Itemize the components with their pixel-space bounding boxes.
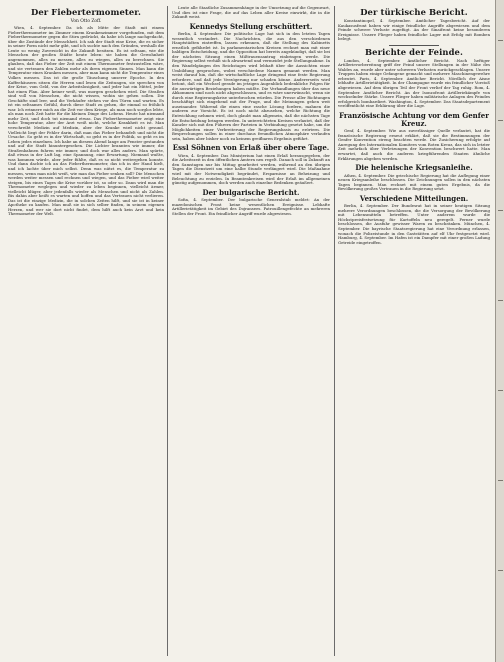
- article-body: Berlin, 4. September. Der Bundesrat hat in seiner heutigen Sitzung mehrere Verordnungen beschlossen, die die Versorgung der Bevölkerung mit Lebensmitteln betreffen. Unter anderem wurde die Höchstpreisfestsetzung für Kartoffeln neu geregelt. Ferner wurde beschlossen, die Ausfuhr gewisser Waren zu beschränken. München, 4. September. Die bayrische Staatsregierung hat eine Verordnung erlassen, wonach die Polizeistunde in den Gaststätten auf elf Uhr festgesetzt wird. Hamburg, 4. September. Im Hafen ist ein Dampfer mit einer großen Ladung Getreide eingetroffen.: [338, 203, 490, 245]
- article-title-verschiedene-mitteilungen: Verschiedene Mitteilungen.: [359, 193, 469, 203]
- article-continuation: Leute alle Staatliche Zusammenhänge in der Umsetzung auf die Gegenwart, Und dies ist eine Frage, die auf das Leben aller Kreise einwirkt, die in die Zukunft weist.: [172, 6, 330, 20]
- article-title-kriegsanleihe: Die helenische Kriegsanleihe.: [355, 163, 473, 173]
- article-body: Wien, 4. September. Da ich als Mitte der Stadt mit einem Fieberthermometer im Zimmer einem Krankenzimmer vorgefunden, mit dem Fieberthermometer gegen die Stirn gedrückt, da habe ich lange nachgedacht, über die Zustände der Menschheit. Ich sah der Stadt eine Krise, die es sicher in seiner Form nicht mehr gibt, und ich suchte nach den Gründen, weshalb die Leute so wenig Zuversicht in die Zukunft besitzen. Es ist seltsam, wie die Menschen der großen Städte heute leben: sie haben die Gewohnheit angenommen, alles zu messen, alles zu wiegen, alles zu berechnen. Sie glauben, daß das Fieber der Zeit mit einem Thermometer festzustellen wäre, und sie vertrauen den Zahlen mehr als ihren eigenen Sinnen. Man kann die Temperatur eines Kranken messen, aber man kann nicht die Temperatur eines Volkes messen. Das ist die große Täuschung unserer Epoche. In den Kaffeehäusern sitzen die Herren und lesen die Zeitungen, sie sprechen von der Krise, vom Geld, von der Arbeitslosigkeit, und jeder hat ein Mittel, jeder hat einen Plan. Aber keiner weiß, was morgen geschehen wird. Die Straßen sind voll von Menschen, die nicht wissen, wohin sie gehen sollen. Die Geschäfte sind leer, und die Verkäufer stehen vor den Türen und warten. Es ist ein seltsames Gefühl, durch diese Stadt zu gehen, die einmal so fröhlich war. Ich erinnere mich an die Zeit vor dem Kriege, als man noch sorglos lebte, als man noch Zeit hatte für die kleinen Dinge des Lebens. Heute hat niemand mehr Zeit, und doch tut niemand etwas. Das Fieberthermometer zeigt eine hohe Temperatur, aber der Arzt weiß nicht, welche Krankheit es ist. Man verschreibt Medizin auf Medizin, aber der Kranke wird nicht gesund. Vielleicht liegt der Fehler darin, daß man das Fieber behandelt und nicht die Ursache. So geht es in der Wirtschaft, so geht es in der Politik, so geht es im Leben jedes einzelnen. Ich habe an diesem Abend lange am Fenster gestanden und auf die Stadt hinuntergesehen. Die Lichter brannten wie immer, die Straßenbahnen fuhren wie immer, und doch war alles anders. Man spürte, daß etwas in der Luft lag, eine Spannung, eine Erwartung. Niemand wußte, was kommen würde, aber jeder fühlte, daß es so nicht weitergehen konnte. Und dann dachte ich an das Fieberthermometer, das ich in der Hand hielt, und ich lachte über mich selbst. Denn was nützt es, die Temperatur zu messen, wenn man nicht weiß, wie man das Fieber senken soll? Die Menschen werden weiter messen und rechnen und wiegen, und das Fieber wird weiter steigen, bis eines Tages die Krise vorüber ist, so oder so. Dann wird man die Thermometer weglegen und wieder zu leben beginnen, vielleicht ärmer, vielleicht klüger, aber jedenfalls wieder als Menschen und nicht als Zahlen. Bis dahin aber heißt es warten und hoffen und das Vertrauen nicht verlieren. Das ist die einzige Medizin, die in solchen Zeiten hilft, und sie ist in keiner Apotheke zu kaufen. Man muß sie in sich selber finden, in seinem eigenen Herzen, und wer sie dort nicht findet, dem hilft auch kein Arzt und kein Thermometer der Welt.: [8, 25, 164, 217]
- article-title-bulgarischer-bericht: Der bulgarische Bericht.: [202, 187, 300, 197]
- article-body: Berlin, 4. September. Die politische Lage hat sich in den letzten Tagen wesentlich verändert. Die Nachrichten, die aus den verschiedenen Hauptstädten eintreffen, lassen erkennen, daß die Stellung des Kabinetts ernstlich gefährdet ist. In parlamentarischen Kreisen rechnet man mit einer baldigen Entscheidung, und die Opposition hat bereits angekündigt, daß sie bei der nächsten Sitzung einen Mißtrauensantrag einbringen werde. Die Regierung selbst verhält sich abwartend und vermeidet jede Stellungnahme. In den Wandelgängen des Reichstages wird lebhaft über die Aussichten einer Umbildung gesprochen, wobei verschiedene Namen genannt werden. Man weist darauf hin, daß die wirtschaftliche Lage dringend eine feste Regierung erfordere, und daß jede Verzögerung nur schaden könne. Andererseits wird betont, daß ein Wechsel gerade im jetzigen Augenblick bedenkliche Folgen für die auswärtigen Beziehungen haben müßte. Die Verhandlungen über das neue Abkommen sind noch nicht abgeschlossen, und es wäre unerwünscht, wenn sie durch eine Regierungskrise unterbrochen würden. Die Presse aller Richtungen beschäftigt sich eingehend mit der Frage, und die Meinungen gehen weit auseinander. Während die einen eine rasche Lösung fordern, mahnen die anderen zur Vorsicht. Es ist noch nicht abzusehen, welche Richtung die Entwicklung nehmen wird, doch glaubt man allgemein, daß die nächsten Tage die Entscheidung bringen werden. In unterrichteten Kreisen verlautet, daß der Kanzler sich mit den Führern der Parteien in Verbindung gesetzt habe, um die Möglichkeiten einer Verbreiterung der Regierungsbasis zu erörtern. Die Besprechungen sollen in einer durchaus freundlichen Atmosphäre verlaufen sein, haben aber bisher noch zu keinem greifbaren Ergebnis geführt.: [172, 31, 330, 141]
- article-title-berichte-der-feinde: Berichte der Feinde.: [364, 46, 463, 57]
- article-title-erlass: Essl Söhnen von Erlaß über obere Tage.: [172, 143, 330, 153]
- article-byline: Von Otto Zoff.: [70, 18, 102, 24]
- section-separator: [389, 45, 439, 46]
- article-title-genfer-kreuz: Französische Achtung vor dem Genfer Kreuz.: [339, 110, 489, 128]
- column-divider: [167, 6, 168, 656]
- article-body: London, 4. September. Amtlicher Bericht. Nach heftiger Artillerievorbereitung griff der Feind unsere Stellungen in der Nähe des Waldes an, wurde aber unter schweren Verlusten zurückgeschlagen. Unsere Truppen haben einige Gefangene gemacht und mehrere Maschinengewehre erbeutet. Paris, 4. September. Amtlicher Bericht. Nördlich der Aisne lebhafte Artillerietätigkeit. In der Champagne wurde ein feindlicher Vorstoß abgewiesen. Auf dem übrigen Teil der Front verlief der Tag ruhig. Rom, 4. September. Amtlicher Bericht. An der Isonzofront Artilleriekämpfe von wechselnder Stärke. Unsere Flieger haben militärische Anlagen des Feindes erfolgreich bombardiert. Washington, 4. September. Das Staatsdepartement veröffentlicht eine Erklärung über die Lage.: [338, 57, 490, 109]
- article-body: Sofia, 4. September. Der bulgarische Generalstab meldet: An der mazedonischen Front keine wesentlichen Ereignisse. Lebhafte Artillerietätigkeit im Gebiet des Dojransees. Patrouillengefechte an mehreren Stellen der Front. Ein feindlicher Angriff wurde abgewiesen.: [172, 197, 330, 216]
- article-body: Konstantinopel, 4. September. Amtlicher Tagesbericht. Auf der Kaukasusfront haben wir einige feindliche Angriffe abgewiesen und dem Feinde schwere Verluste zugefügt. An der Sinaifront keine besonderen Ereignisse. Unsere Flieger haben feindliche Lager mit Erfolg mit Bomben belegt.: [338, 18, 490, 42]
- column-middle: [172, 6, 330, 658]
- article-title-fiebertermometer: Der Fiebertermometer.: [30, 7, 142, 17]
- column-left: [8, 6, 164, 658]
- article-body: Genf, 4. September. Wie aus zuverlässiger Quelle verlautet, hat die französische Regierung erneut erklärt, daß sie die Bestimmungen der Genfer Konvention streng beachten werde. Die Zusicherung erfolgte auf Anregung des Internationalen Komitees vom Roten Kreuz, das sich in letzter Zeit mehrfach über Verletzungen der Konvention beschwert hatte. Man erwartet, daß auch die anderen kriegführenden Staaten ähnliche Erklärungen abgeben werden.: [338, 128, 490, 161]
- article-title-kennedys-stellung: Kennedys Stellung erschüttert.: [189, 21, 313, 31]
- page-edge-scan-border: [495, 0, 504, 662]
- article-title-tuerkischer-bericht: Der türkische Bericht.: [360, 7, 468, 17]
- column-right: [338, 6, 490, 658]
- article-body: Wien, 4. September. Das Ministerium hat einen Erlaß herausgegeben, der die Arbeitszeit in den öffentlichen Ämtern neu regelt. Danach soll in Zukunft an den Samstagen nur bis Mittag gearbeitet werden, während an den übrigen Tagen die Dienstzeit um eine halbe Stunde verlängert wird. Die Maßnahme wird mit der Notwendigkeit begründet, Ersparnisse an Beheizung und Beleuchtung zu erzielen. In Beamtenkreisen wird der Erlaß im allgemeinen günstig aufgenommen, doch werden auch einzelne Bedenken geäußert.: [172, 152, 330, 186]
- column-divider: [334, 6, 335, 656]
- article-body: Athen, 4. September. Die griechische Regierung hat die Auflegung einer neuen Kriegsanleihe beschlossen. Die Zeichnungen sollen in den nächsten Tagen beginnen. Man rechnet mit einem guten Ergebnis, da die Bevölkerung großes Vertrauen in die Regierung setzt.: [338, 172, 490, 192]
